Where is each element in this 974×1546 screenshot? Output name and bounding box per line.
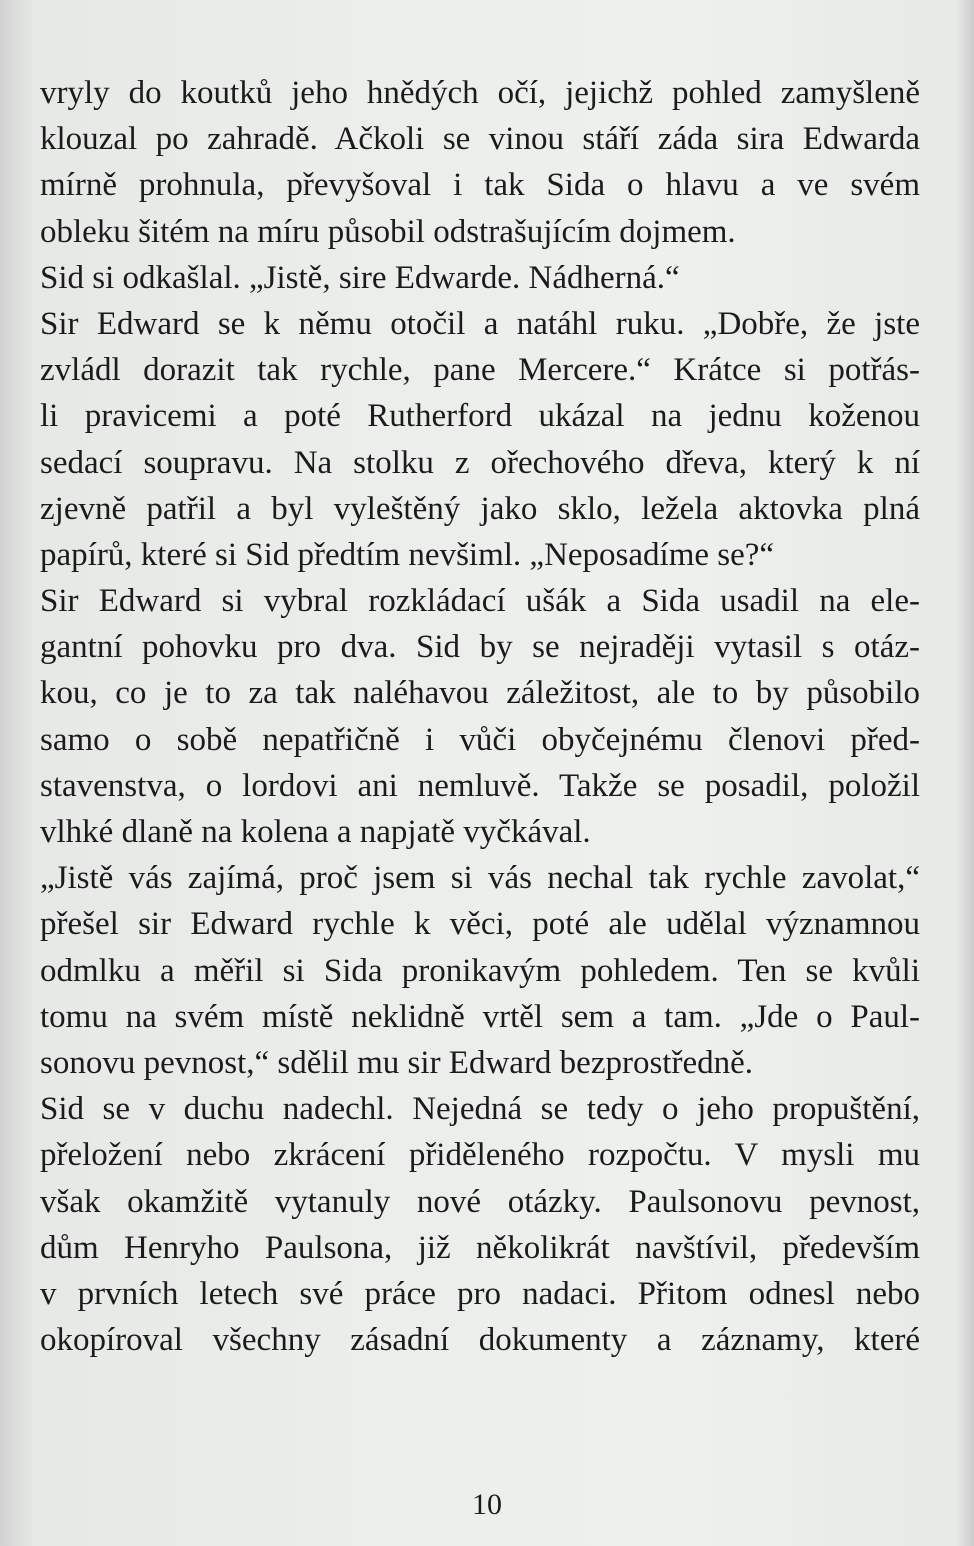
text-line-20: odmlku a měřil si Sida pronikavým pohledem. Ten se kvůli [40, 952, 920, 989]
text-line-21: tomu na svém místě neklidně vrtěl sem a tam. „Jde o Paul- [40, 998, 920, 1035]
body-text [40, 70, 920, 1363]
text-line-10: zjevně patřil a byl vyleštěný jako sklo, ležela aktovka plná [40, 490, 920, 527]
text-line-4: obleku šitém na míru působil odstrašujícím dojmem. [40, 213, 736, 250]
text-line-6: Sir Edward se k němu otočil a natáhl ruku. „Dobře, že jste [40, 305, 920, 342]
text-line-12: Sir Edward si vybral rozkládací ušák a Sida usadil na ele- [40, 583, 920, 620]
text-line-14: kou, co je to za tak naléhavou záležitost, ale to by působilo [40, 675, 920, 712]
text-line-24: přeložení nebo zkrácení přiděleného rozpočtu. V mysli mu [40, 1137, 920, 1174]
text-line-16: stavenstva, o lordovi ani nemluvě. Takže se posadil, položil [40, 767, 920, 804]
text-line-13: gantní pohovku pro dva. Sid by se nejraději vytasil s otáz- [40, 629, 920, 666]
text-line-15: samo o sobě nepatřičně i vůči obyčejnému členovi před- [40, 721, 920, 758]
text-line-23: Sid se v duchu nadechl. Nejedná se tedy o jeho propuštění, [40, 1091, 920, 1128]
text-line-3: mírně prohnula, převyšoval i tak Sida o hlavu a ve svém [40, 167, 920, 204]
text-line-8: li pravicemi a poté Rutherford ukázal na jednu koženou [40, 398, 920, 435]
text-line-27: v prvních letech své práce pro nadaci. Přitom odnesl nebo [40, 1275, 920, 1312]
text-line-22: sonovu pevnost,“ sdělil mu sir Edward bezprostředně. [40, 1044, 754, 1081]
text-line-9: sedací soupravu. Na stolku z ořechového dřeva, který k ní [40, 444, 920, 481]
text-line-11: papírů, které si Sid předtím nevšiml. „Neposadíme se?“ [40, 536, 775, 573]
text-line-28: okopíroval všechny zásadní dokumenty a záznamy, které [40, 1322, 920, 1359]
text-line-17: vlhké dlaně na kolena a napjatě vyčkával. [40, 814, 591, 850]
text-line-5: Sid si odkašlal. „Jistě, sire Edwarde. Nádherná.“ [40, 259, 680, 296]
text-line-19: přešel sir Edward rychle k věci, poté ale udělal významnou [40, 906, 920, 943]
text-line-7: zvládl dorazit tak rychle, pane Mercere.“ Krátce si potřás- [40, 352, 920, 389]
text-line-25: však okamžitě vytanuly nové otázky. Paulsonovu pevnost, [40, 1183, 920, 1220]
page-number: 10 [472, 1488, 502, 1521]
text-line-18: „Jistě vás zajímá, proč jsem si vás nechal tak rychle zavolat,“ [40, 860, 920, 897]
text-line-2: klouzal po zahradě. Ačkoli se vinou stáří záda sira Edwarda [40, 121, 920, 158]
text-line-1: vryly do koutků jeho hnědých očí, jejichž pohled zamyšleně [40, 75, 920, 111]
text-line-26: dům Henryho Paulsona, již několikrát navštívil, především [40, 1229, 920, 1266]
